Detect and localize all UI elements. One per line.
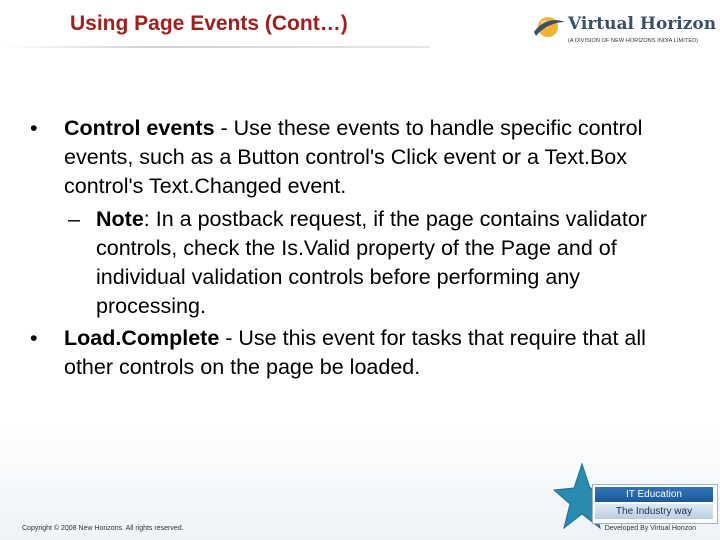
- footer-developer: Developed By Virtual Horizon: [604, 525, 696, 532]
- title-underline: [0, 46, 430, 48]
- globe-swoosh-icon: [532, 12, 566, 42]
- bullet-term: Load.Complete: [64, 326, 220, 350]
- sub-bullet-term: Note: [96, 207, 144, 231]
- sub-bullet-text: : In a postback request, if the page contains validator controls, check the Is.Valid property of the Page and of individual validation controls before performing any processing.: [96, 207, 647, 318]
- bullet-text: - Use these events to handle specific control events, such as a Button control's Click event or a Text.Box control's Text.Changed event.: [64, 116, 643, 198]
- logo-name: Virtual Horizon: [568, 14, 717, 34]
- bullet-load-complete: [30, 324, 690, 382]
- bullet-text: - Use this event for tasks that require that all other controls on the page be loaded.: [64, 326, 646, 379]
- footer-copyright: Copyright © 2008 New Horizons. All rights reserved.: [22, 525, 184, 532]
- slide-content: [30, 114, 690, 382]
- bullet-control-events: [30, 114, 690, 201]
- badge-line-2: The Industry way: [595, 504, 713, 519]
- bullet-term: Control events: [64, 116, 215, 140]
- badge-line-1: IT Education: [595, 487, 713, 502]
- sub-bullet-marker: –: [68, 207, 80, 231]
- slide-title: Using Page Events (Cont…): [70, 12, 348, 35]
- sub-bullet-note: [30, 205, 690, 321]
- badge-box: [592, 484, 718, 524]
- logo-subtitle: (A DIVISION OF NEW HORIZONS INDIA LIMITED): [568, 38, 699, 44]
- bullet-marker: •: [30, 116, 38, 140]
- bullet-marker: •: [30, 326, 38, 350]
- virtual-horizon-logo: [532, 10, 717, 54]
